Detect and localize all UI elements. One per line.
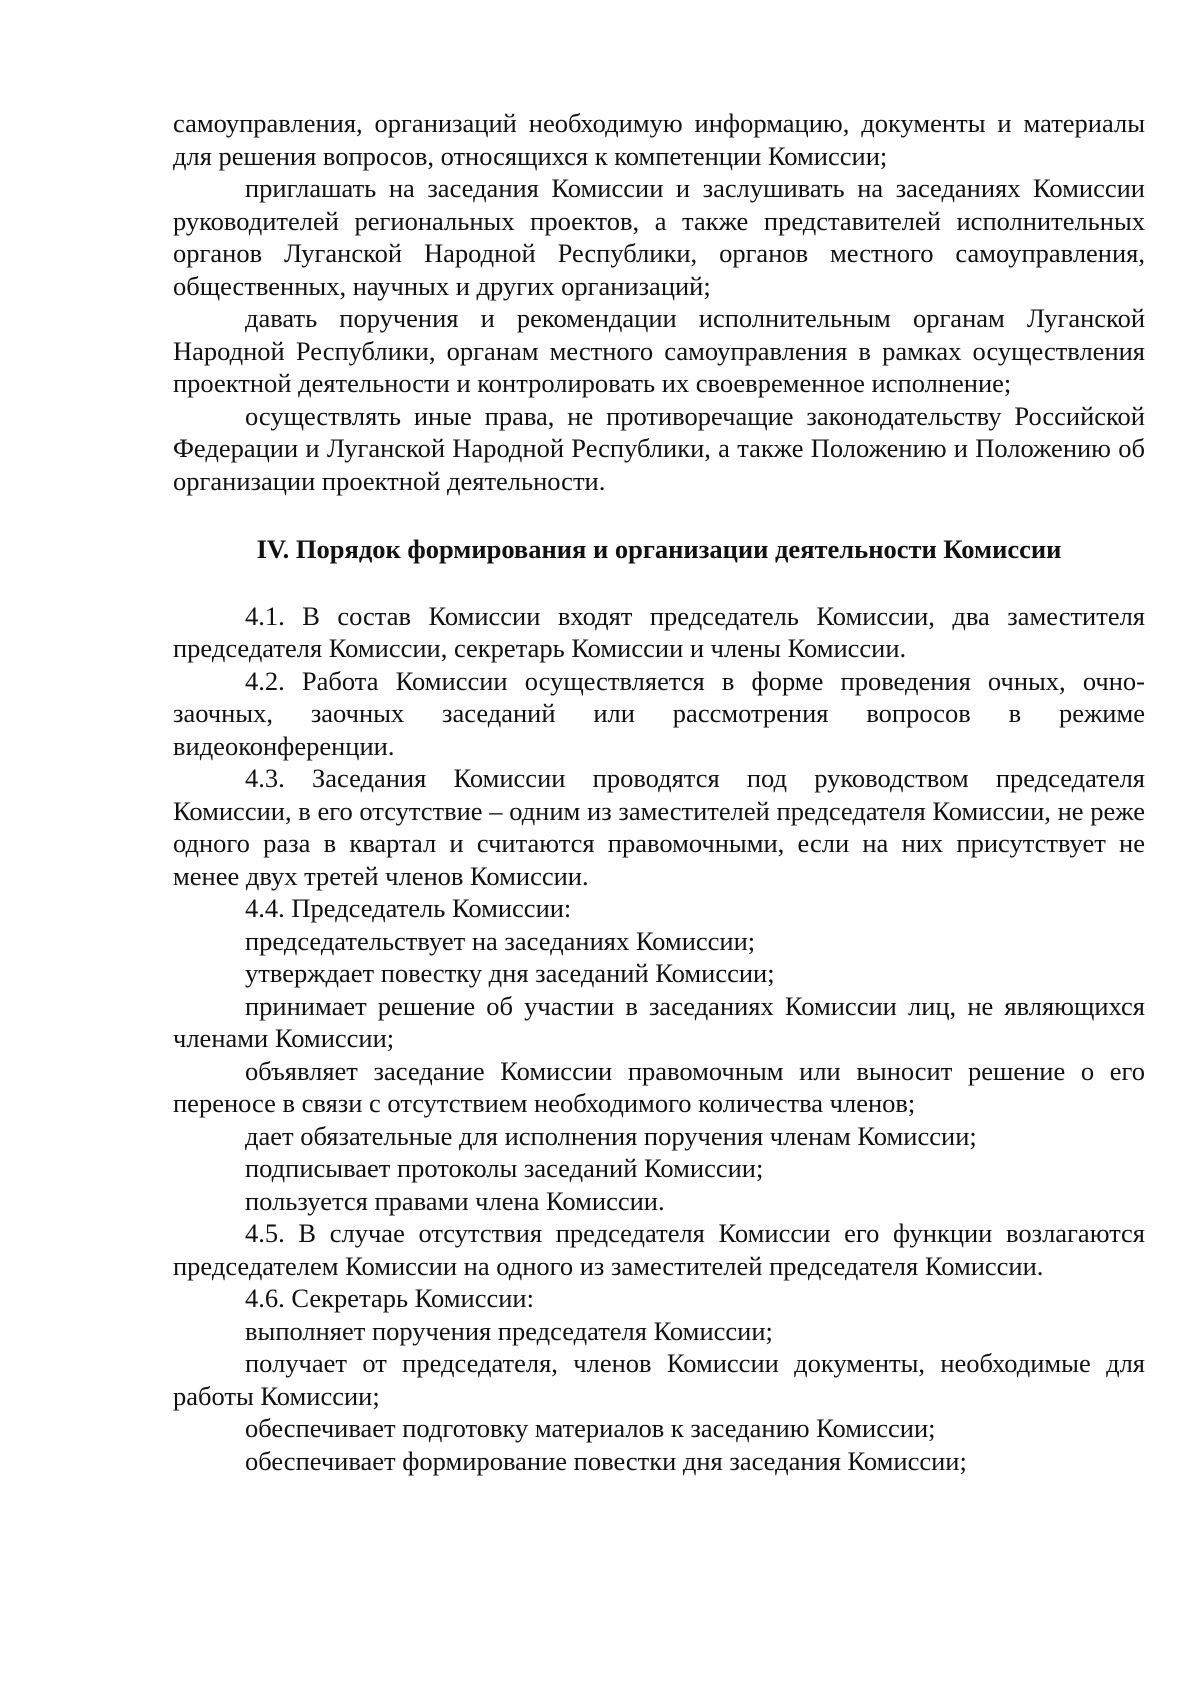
list-item-decides-participation: принимает решение об участии в заседаниях Комиссии лиц, не являющихся членами Комиссии;	[173, 990, 1145, 1053]
list-item-chairs-meetings: председательствует на заседаниях Комиссии;	[245, 925, 756, 956]
list-item-approves-agenda: утверждает повестку дня заседаний Комиссии;	[245, 958, 775, 988]
paragraph-4-5: 4.5. В случае отсутствия председателя Комиссии его функции возлагаются председателем Комиссии на одного из заместителей председателя Комиссии.	[173, 1218, 1145, 1281]
paragraph-give-instructions: давать поручения и рекомендации исполнительным органам Луганской Народной Республики, органам местного самоуправления в рамках осуществления проектной деятельности и контролировать их своевременное исполнение;	[173, 303, 1145, 398]
paragraph-4-6: 4.6. Секретарь Комиссии:	[245, 1283, 534, 1313]
list-item-prepares-materials: обеспечивает подготовку материалов к заседанию Комиссии;	[245, 1413, 936, 1443]
paragraph-invite-to-meetings: приглашать на заседания Комиссии и заслушивать на заседаниях Комиссии руководителей региональных проектов, а также представителей исполнительных органов Луганской Народной Республики, органов местного самоуправления, общественных, научных и других организаций;	[173, 173, 1145, 301]
paragraph-other-rights: осуществлять иные права, не противоречащие законодательству Российской Федерации и Луганской Народной Республики, а также Положению и Положению об организации проектной деятельности.	[173, 400, 1145, 496]
list-item-gives-instructions: дает обязательные для исполнения поручения членам Комиссии;	[245, 1120, 977, 1151]
list-item-declares-quorum: объявляет заседание Комиссии правомочным или выносит решение о его переносе в связи с отсутствием необходимого количества членов;	[173, 1055, 1145, 1118]
paragraph-4-3: 4.3. Заседания Комиссии проводятся под руководством председателя Комиссии, в его отсутствие – одним из заместителей председателя Комиссии, не реже одного раза в квартал и считаются правомочными, если на них присутствует не менее двух третей членов Комиссии.	[173, 763, 1145, 891]
paragraph-4-2: 4.2. Работа Комиссии осуществляется в форме проведения очных, очно-заочных, заочных заседаний или рассмотрения вопросов в режиме видеоконференции.	[173, 665, 1145, 761]
paragraph-4-4: 4.4. Председатель Комиссии:	[245, 893, 572, 923]
paragraph-4-1: 4.1. В состав Комиссии входят председатель Комиссии, два заместителя председателя Комиссии, секретарь Комиссии и члены Комиссии.	[173, 600, 1145, 663]
list-item-forms-agenda: обеспечивает формирование повестки дня заседания Комиссии;	[245, 1445, 967, 1476]
document-page	[173, 107, 1145, 1477]
list-item-member-rights: пользуется правами члена Комиссии.	[245, 1185, 665, 1216]
section-heading: IV. Порядок формирования и организации деятельности Комиссии	[256, 534, 1062, 564]
list-item-receives-documents: получает от председателя, членов Комиссии документы, необходимые для работы Комиссии;	[173, 1348, 1145, 1411]
paragraph-continuation: самоуправления, организаций необходимую информацию, документы и материалы для решения вопросов, относящихся к компетенции Комиссии;	[173, 108, 1145, 171]
list-item-performs-instructions: выполняет поручения председателя Комиссии;	[245, 1315, 773, 1346]
list-item-signs-protocols: подписывает протоколы заседаний Комиссии;	[245, 1153, 764, 1183]
